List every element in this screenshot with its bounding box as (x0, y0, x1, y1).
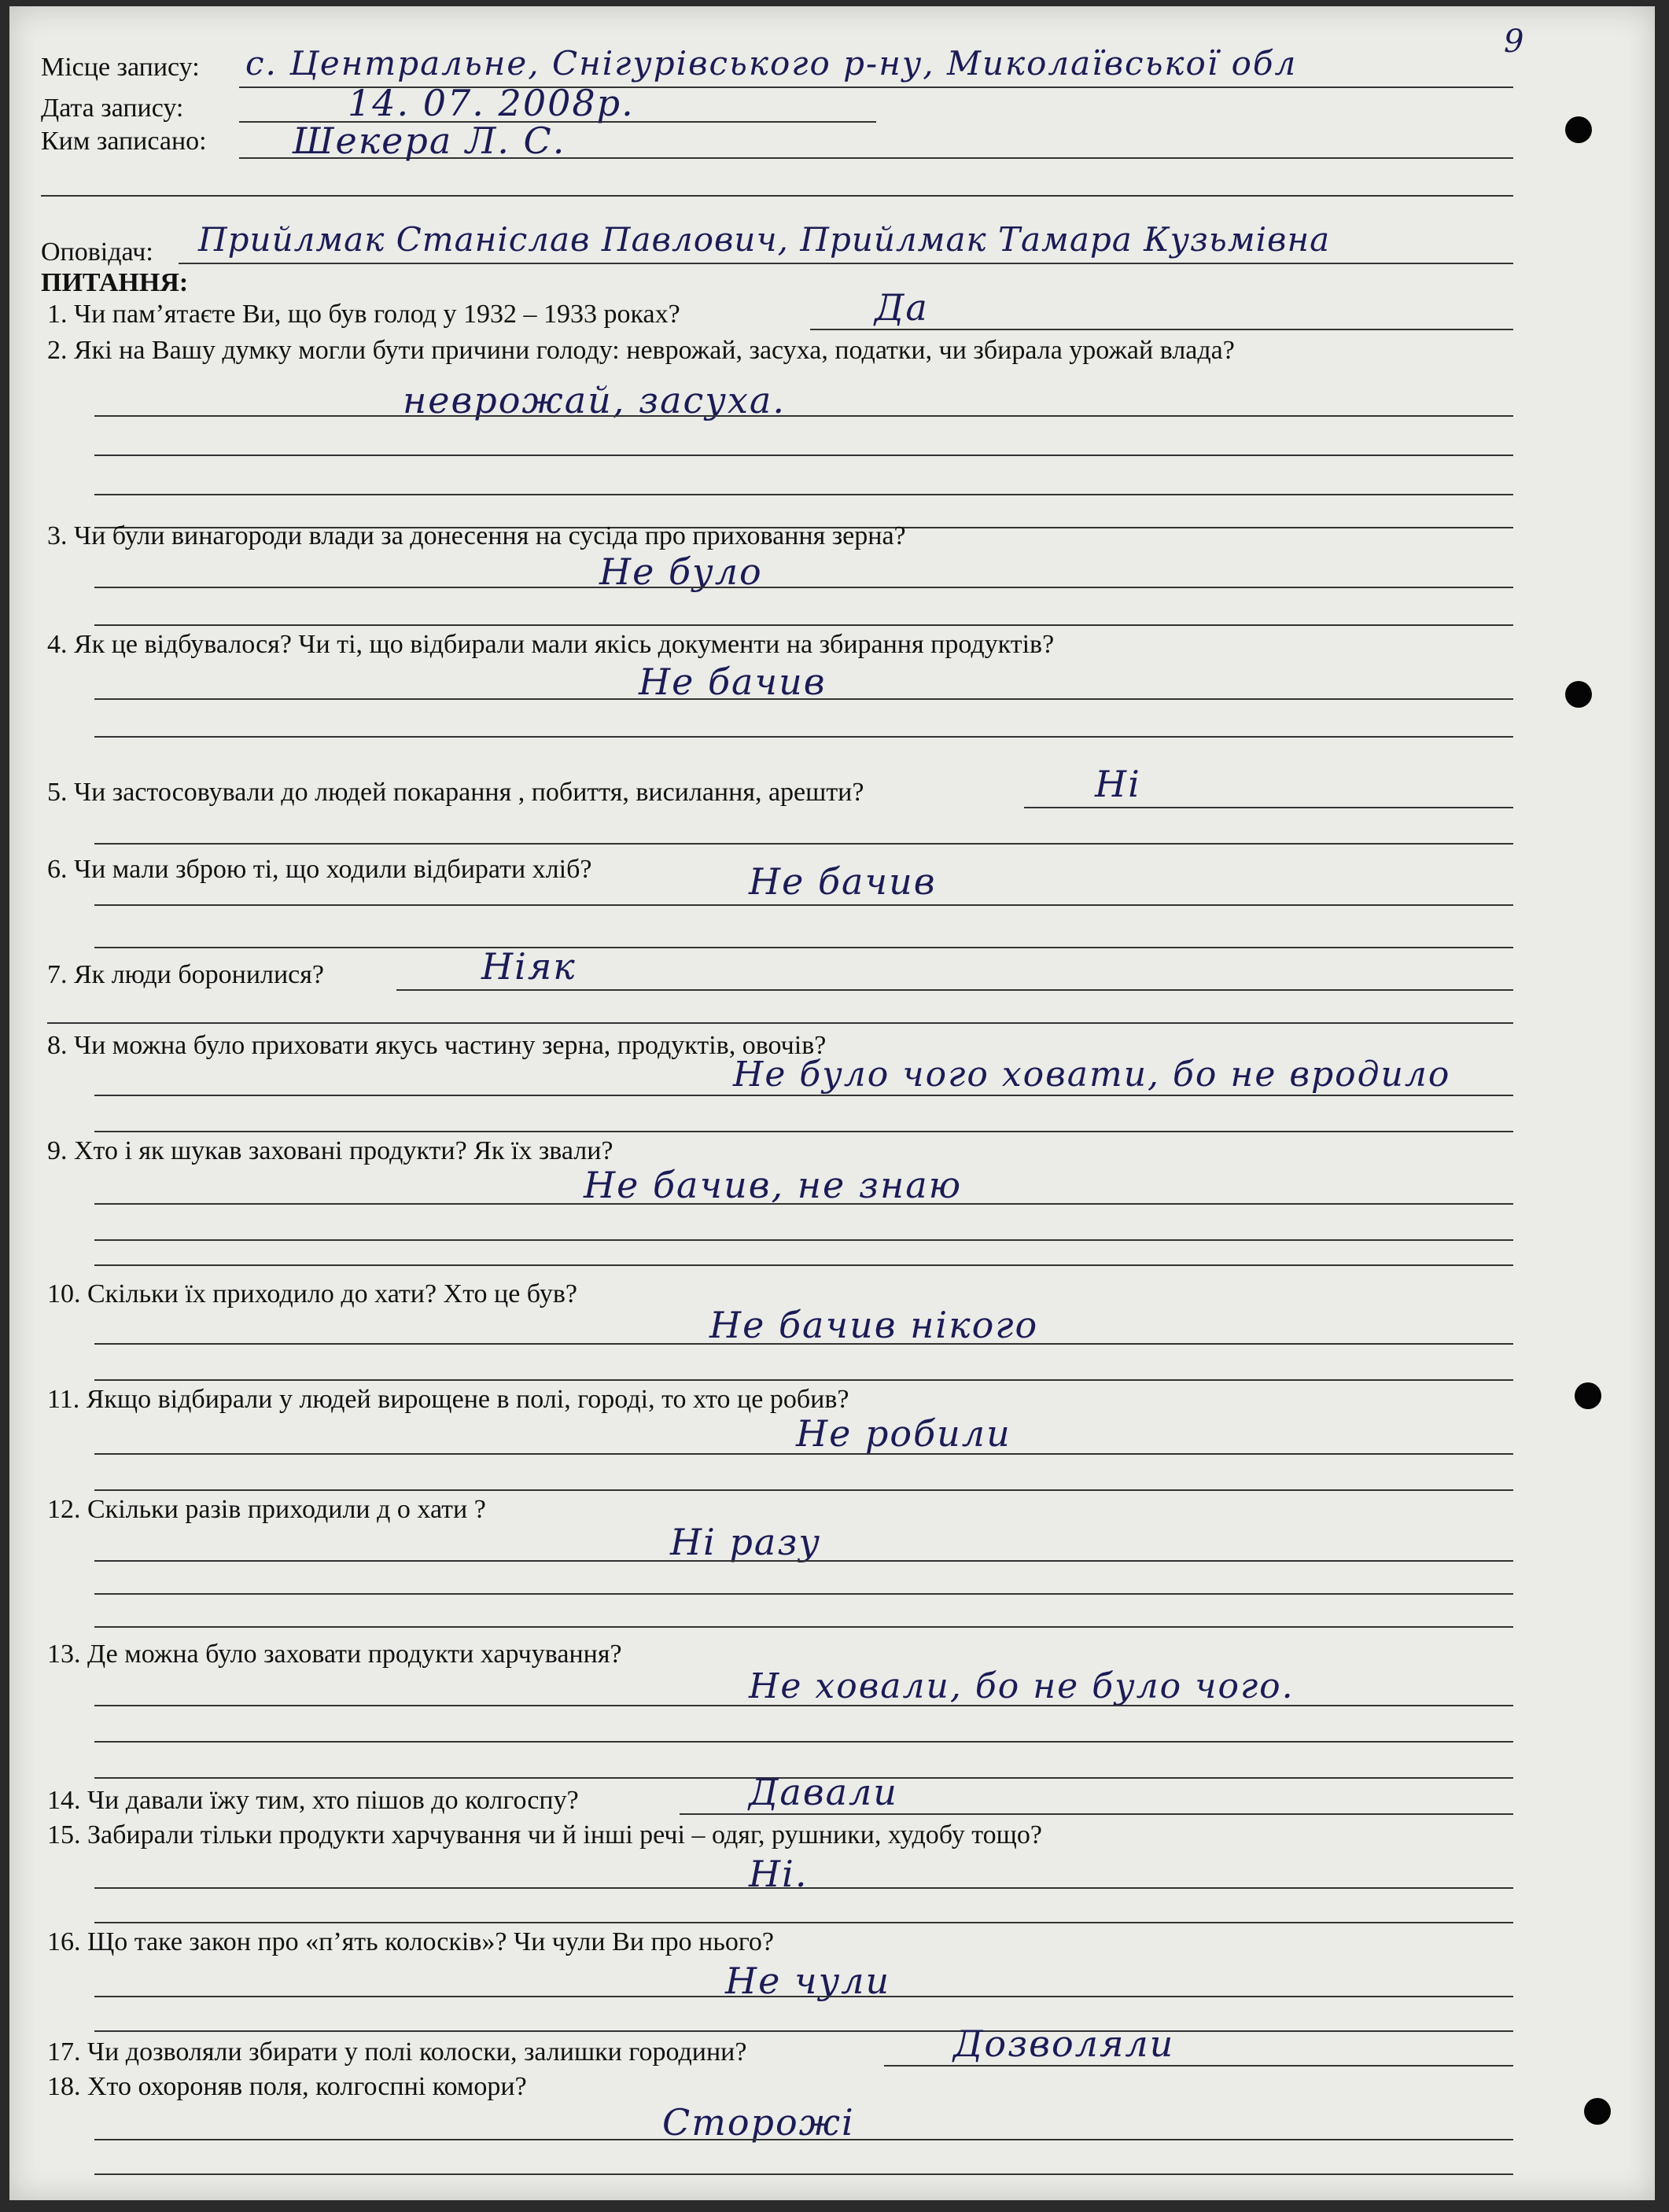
answer-line (94, 698, 1513, 700)
answer-9: Не бачив, не знаю (584, 1164, 963, 1206)
answer-line (94, 736, 1513, 738)
blank-line (41, 195, 1513, 197)
answer-4: Не бачив (639, 661, 827, 703)
answer-line (94, 904, 1513, 906)
question-12: 12. Скільки разів приходили д о хати ? (47, 1495, 486, 1524)
question-7: 7. Як люди боронилися? (47, 960, 325, 989)
place-label: Місце запису: (41, 53, 200, 82)
question-10: 10. Скільки їх приходило до хати? Хто це був? (47, 1279, 577, 1308)
answer-line (94, 1379, 1513, 1381)
answer-line (94, 1705, 1513, 1706)
answer-10: Не бачив нікого (709, 1304, 1039, 1346)
answer-11: Не робили (796, 1412, 1011, 1455)
answer-line (94, 2173, 1513, 2175)
question-15: 15. Забирали тільки продукти харчування чи й інші речі – одяг, рушники, худобу тощо? (47, 1820, 1042, 1849)
answer-line (94, 1996, 1513, 1997)
answer-line (94, 624, 1513, 626)
question-3: 3. Чи були винагороди влади за донесення на сусіда про приховання зерна? (47, 521, 906, 550)
answer-line (94, 1264, 1513, 1266)
question-13: 13. Де можна було заховати продукти харчування? (47, 1640, 622, 1669)
answer-line (47, 1022, 1513, 1024)
answer-18: Сторожі (662, 2101, 855, 2144)
answer-line (680, 1813, 1513, 1815)
question-2: 2. Які на Вашу думку могли бути причини голоду: неврожай, засуха, податки, чи збирала урожай влада? (47, 336, 1235, 365)
answer-line (94, 1741, 1513, 1743)
answer-line (94, 2030, 1513, 2032)
question-17: 17. Чи дозволяли збирати у полі колоски, залишки городини? (47, 2037, 747, 2067)
answer-line (94, 1922, 1513, 1923)
answer-5: Ні (1095, 763, 1141, 805)
binder-hole (1584, 2098, 1611, 2125)
question-16: 16. Що таке закон про «п’ять колосків»? Чи чули Ви про нього? (47, 1927, 775, 1956)
answer-line (94, 1887, 1513, 1889)
answer-line (94, 947, 1513, 948)
answer-line (810, 329, 1513, 330)
answer-line (94, 1239, 1513, 1241)
answer-line (94, 1095, 1513, 1096)
answer-line (94, 1453, 1513, 1455)
answer-7: Ніяк (481, 945, 577, 988)
answer-line (94, 494, 1513, 495)
binder-hole (1565, 116, 1592, 143)
answer-3: Не було (599, 550, 763, 593)
question-6: 6. Чи мали зброю ті, що ходили відбирати хліб? (47, 855, 592, 884)
questions-heading: ПИТАННЯ: (41, 268, 189, 297)
answer-line (94, 1560, 1513, 1562)
questionnaire-page (9, 6, 1655, 2200)
answer-15: Ні. (749, 1853, 809, 1895)
narrator-label: Оповідач: (41, 237, 153, 267)
answer-13: Не ховали, бо не було чого. (749, 1666, 1295, 1706)
answer-6: Не бачив (749, 860, 937, 903)
answer-8: Не було чого ховати, бо не вродило (733, 1054, 1451, 1095)
recorder-value: Шекера Л. С. (293, 120, 566, 162)
answer-line (94, 587, 1513, 588)
answer-12: Ні разу (670, 1521, 822, 1563)
binder-hole (1575, 1382, 1601, 1409)
answer-line (884, 2065, 1513, 2067)
answer-line (94, 1203, 1513, 1205)
question-14: 14. Чи давали їжу тим, хто пішов до колгоспу? (47, 1786, 579, 1815)
question-8: 8. Чи можна було приховати якусь частину зерна, продуктів, овочів? (47, 1031, 827, 1060)
answer-1: Да (875, 286, 929, 329)
answer-16: Не чули (725, 1960, 891, 2002)
answer-14: Давали (749, 1771, 898, 1813)
answer-line (94, 2139, 1513, 2140)
question-9: 9. Хто і як шукав заховані продукти? Як їх звали? (47, 1136, 613, 1165)
answer-line (94, 843, 1513, 845)
answer-line (94, 415, 1513, 417)
date-value: 14. 07. 2008р. (348, 82, 635, 124)
answer-line (94, 1131, 1513, 1132)
answer-17: Дозволяли (953, 2022, 1175, 2065)
answer-line (1024, 807, 1513, 808)
page-number: 9 (1504, 24, 1524, 60)
question-18: 18. Хто охороняв поля, колгоспні комори? (47, 2072, 527, 2101)
question-4: 4. Як це відбувалося? Чи ті, що відбирали мали якісь документи на збирання продуктів? (47, 630, 1055, 659)
answer-line (94, 1343, 1513, 1345)
date-label: Дата запису: (41, 94, 184, 123)
question-11: 11. Якщо відбирали у людей вирощене в полі, городі, то хто це робив? (47, 1385, 849, 1414)
answer-line (94, 1626, 1513, 1628)
answer-line (94, 455, 1513, 456)
narrator-line (179, 263, 1513, 264)
binder-hole (1565, 681, 1592, 708)
answer-2: неврожай, засуха. (403, 379, 786, 421)
answer-line (94, 1489, 1513, 1491)
narrator-value: Прийлмак Станіслав Павлович, Прийлмак Тамара Кузьмівна (198, 220, 1331, 259)
place-value: с. Центральне, Снігурівського р-ну, Миколаївської обл (245, 44, 1298, 83)
answer-line (94, 1593, 1513, 1595)
question-1: 1. Чи пам’ятаєте Ви, що був голод у 1932 – 1933 роках? (47, 300, 680, 329)
recorder-label: Ким записано: (41, 127, 207, 156)
answer-line (396, 989, 1513, 991)
question-5: 5. Чи застосовували до людей покарання , побиття, висилання, арешти? (47, 778, 864, 807)
